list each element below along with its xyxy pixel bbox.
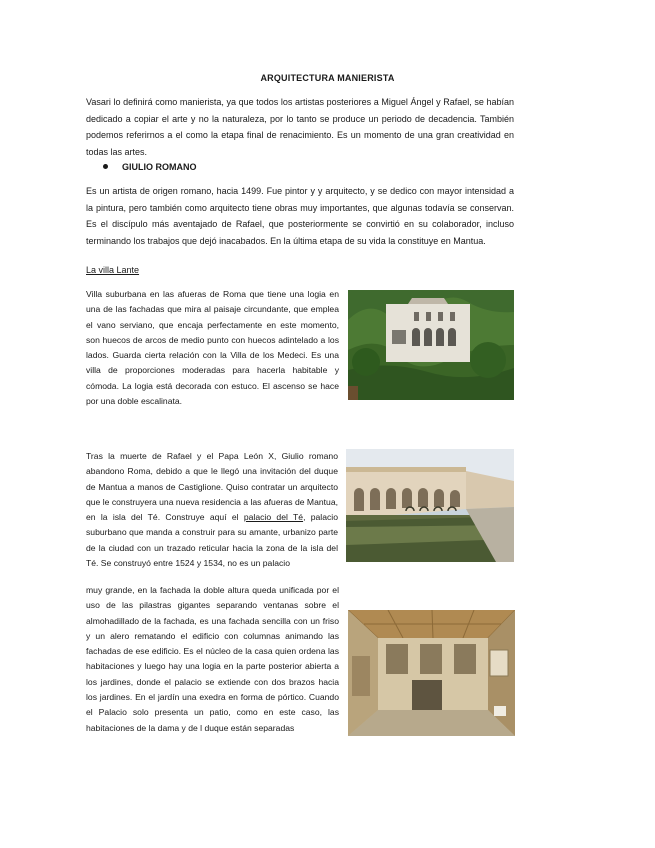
bullet-dot-icon [103,164,108,169]
bio-paragraph: Es un artista de origen romano, hacia 1499. Fue pintor y y arquitecto, y se dedico con mayor intensidad a la pintura, pero también como arquitecto tiene obras muy importantes, que algunas todavía se conservan. Es el discípulo más aventajado de Rafael, que posteriormente se convirtió en su colaborador, incluso terminando los trabajos que dejó inacabados. En la última etapa de su vida la constituye en Mantua. [86,186,514,246]
section-bullet-label: GIULIO ROMANO [122,162,197,172]
intro-paragraph: Vasari lo definirá como manierista, ya que todos los artistas posteriores a Miguel Ángel y Rafael, se habían dedicado a copiar el arte y no la naturaleza, por lo tanto se produce un periodo de decadencia. También podemos referirnos a el como la etapa final de renacimiento. Es un momento de una gran creatividad en todas las artes. [86,97,514,157]
palacio-te-paragraph [86,449,338,571]
palacio-te-continued-paragraph: muy grande, en la fachada la doble altura queda unificada por el uso de las pilastras gigantes separando ventanas sobre el almohadillado de la fachada, es una fachada sencilla con un friso y un alero rematando el edificio con columnas animando las fachadas de ese edificio. Es el núcleo de la casa quien ordena las habitaciones y luego hay una logia en la parte posterior abierta a los jardines, donde el palacio se extiende con dos brazos hacia los jardines. En el jardín una exedra en forma de pórtico. Cuando el Palacio solo presenta un patio, como en este caso, las habitaciones de la dama y de l duque están separadas [86,585,339,733]
villa-lante-heading: La villa Lante [86,265,140,275]
palacio-te-link[interactable]: palacio del Té [243,512,304,523]
palacio-te-text-before: Tras la muerte de Rafael y el Papa León X, Giulio romano abandono Roma, debido a que le llegó una invitación del duque de Mantua a manos de Castiglione. Quiso contratar un arquitecto que le construyera una nueva residencia a las afueras de Mantua, en la isla del Té. Construye aquí el [86,451,338,523]
palacio-te-exterior-photo [346,449,514,562]
villa-lante-photo [348,290,514,400]
villa-lante-paragraph: Villa suburbana en las afueras de Roma que tiene una logia en una de las fachadas que mira al paisaje circundante, que emplea el vano serviano, que encaja perfectamente en este momento, son huecos de arcos de medio punto con huecos adintelado a los lados. Guarda cierta relación con la Villa de los Medeci. Es una villa de proporciones moderadas para hacerla habitable y cómoda. La logia está decorada con estuco. El ascenso se hace por una doble escalinata. [86,289,339,407]
palacio-te-interior-photo [348,610,515,736]
section-bullet [103,162,197,172]
palacio-te-text-after: , palacio suburbano que manda a construir para su amante, urbanizo parte de la ciudad con un trazado reticular hacia la zona de la isla del Té. Se construyó entre 1524 y 1534, no es un palacio [86,512,338,569]
document-title: ARQUITECTURA MANIERISTA [260,73,395,83]
